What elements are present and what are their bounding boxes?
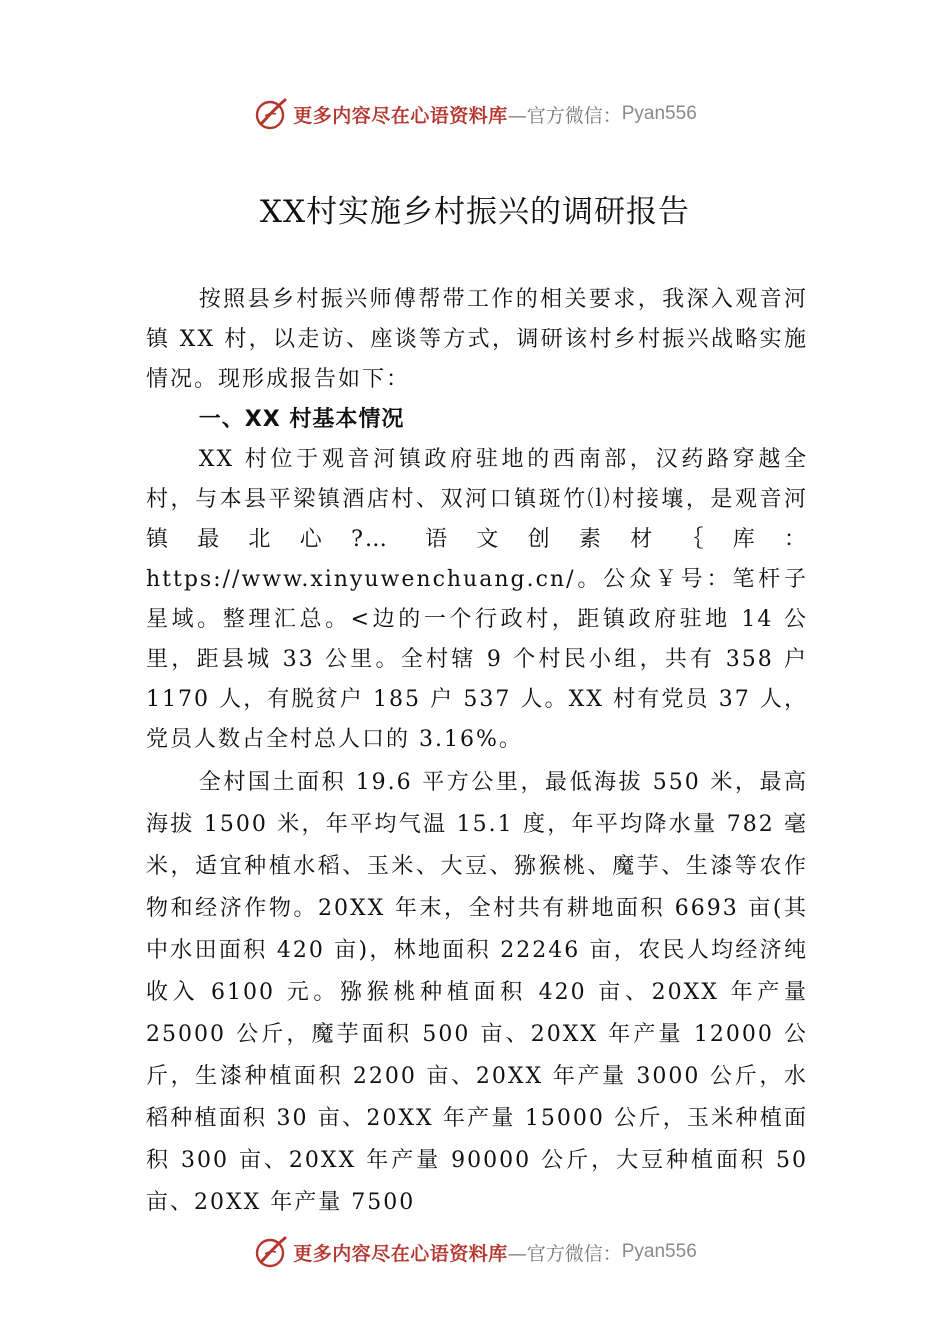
brush-logo-icon [253,96,289,132]
basic-info-paragraph: XX 村位于观音河镇政府驻地的西南部，汉药路穿越全村，与本县平梁镇酒店村、双河口镇斑竹⒧村接壤，是观音河镇最北心?… 语文创素材｛库：https://www.xinyuwenchuang.cn/。公众￥号：笔杆子星域。整理汇总。<边的一个行政村，距镇政府驻地 14 公里，距县城 33 公里。全村辖 9 个村民小组，共有 358 户 1170 人，有脱贫户 185 户 537 人。XX 村有党员 37 人，党员人数占全村总人口的 3.16%。 [146,447,808,752]
banner-site-name: 更多内容尽在心语资料库 [293,104,508,127]
land-info-paragraph: 全村国土面积 19.6 平方公里，最低海拔 550 米，最高海拔 1500 米，年平均气温 15.1 度，年平均降水量 782 毫米，适宜种植水稻、玉米、大豆、猕猴桃、魔芋、生漆等农作物和经济作物。20XX 年末，全村共有耕地面积 6693 亩(其中水田面积 420 亩)，林地面积 22246 亩，农民人均经济纯收入 6100 元。猕猴桃种植面积 420 亩、20XX 年产量 25000 公斤，魔芋面积 500 亩、20XX 年产量 12000 公斤，生漆种植面积 2200 亩、20XX 年产量 3000 公斤，水稻种植面积 30 亩、20XX 年产量 15000 公斤，玉米种植面积 300 亩、20XX 年产量 90000 公斤，大豆种植面积 50 亩、20XX 年产量 7500 [146,770,808,1215]
section-heading: 一、XX 村基本情况 [198,407,405,432]
document-title: XX村实施乡村振兴的调研报告 [259,194,691,230]
footer-banner [0,1232,950,1272]
document-body [146,280,808,1224]
header-banner [0,94,950,134]
banner-wechat-id: Pyan556 [621,1241,697,1262]
banner-wechat-id: Pyan556 [621,103,697,124]
banner-site-name: 更多内容尽在心语资料库 [293,1242,508,1265]
banner-wechat-label: —官方微信： [507,1242,622,1265]
intro-paragraph: 按照县乡村振兴师傅帮带工作的相关要求，我深入观音河镇 XX 村，以走访、座谈等方式，调研该村乡村振兴战略实施情况。现形成报告如下： [146,287,808,392]
banner-wechat-label: —官方微信： [507,104,622,127]
brush-logo-icon [253,1234,289,1270]
